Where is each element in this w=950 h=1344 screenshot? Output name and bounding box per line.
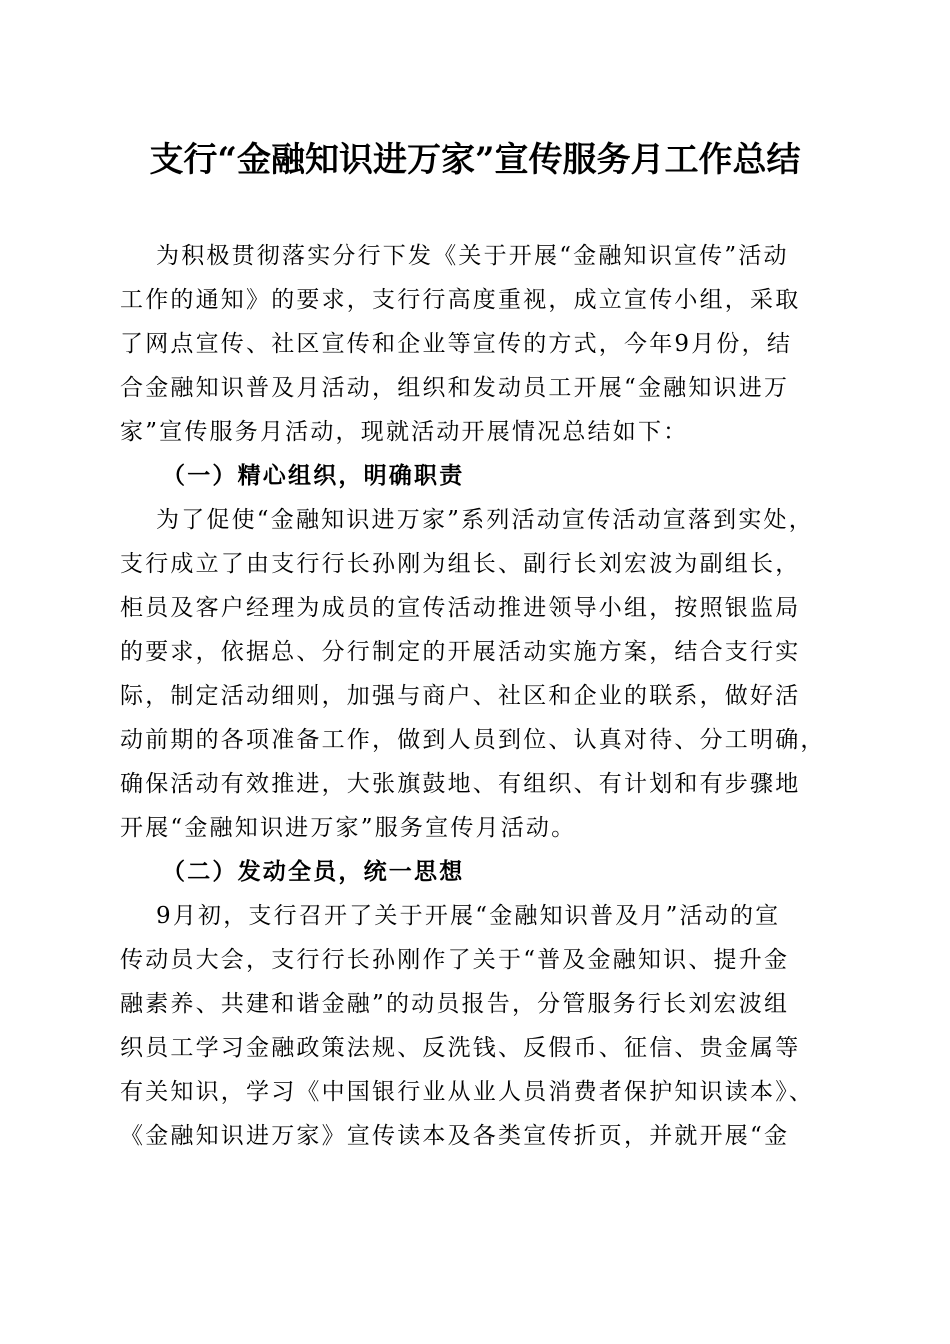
paragraph-line: 传动员大会，支行行长孙刚作了关于“普及金融知识、提升金 [120,947,790,973]
paragraph-line: 9月初，支行召开了关于开展“金融知识普及月”活动的宣 [156,903,781,929]
paragraph-line: 动前期的各项准备工作，做到人员到位、认真对待、分工明确， [120,727,826,753]
section-heading: （二）发动全员，统一思想 [162,858,465,885]
document-title: 支行“金融知识进万家”宣传服务月工作总结 [149,140,801,180]
paragraph-line: 为了促使“金融知识进万家”系列活动宣传活动宣落到实处， [156,507,814,533]
paragraph-line: 工作的通知》的要求，支行行高度重视，成立宣传小组，采取 [120,287,801,313]
paragraph-line: 家”宣传服务月活动，现就活动开展情况总结如下： [120,419,689,445]
section-heading: （一）精心组织，明确职责 [162,462,465,489]
paragraph-line: 确保活动有效推进，大张旗鼓地、有组织、有计划和有步骤地 [120,771,801,797]
paragraph-line: 有关知识，学习《中国银行业从业人员消费者保护知识读本》、 [120,1079,815,1105]
paragraph-line: 《金融知识进万家》宣传读本及各类宣传折页，并就开展“金 [120,1123,790,1149]
paragraph-line: 织员工学习金融政策法规、反洗钱、反假币、征信、贵金属等 [120,1035,801,1061]
paragraph-line: 合金融知识普及月活动，组织和发动员工开展“金融知识进万 [120,375,790,401]
paragraph-line: 了网点宣传、社区宣传和企业等宣传的方式，今年9月份，结 [120,331,793,357]
paragraph-line: 融素养、共建和谐金融”的动员报告，分管服务行长刘宏波组 [120,991,790,1017]
paragraph-line: 际，制定活动细则，加强与商户、社区和企业的联系，做好活 [120,683,801,709]
document-body [120,234,830,1158]
paragraph-line: 的要求，依据总、分行制定的开展活动实施方案，结合支行实 [120,639,801,665]
paragraph-line: 柜员及客户经理为成员的宣传活动推进领导小组，按照银监局 [120,595,801,621]
paragraph-line: 为积极贯彻落实分行下发《关于开展“金融知识宣传”活动 [156,243,789,269]
paragraph-line: 开展“金融知识进万家”服务宣传月活动。 [120,815,577,841]
paragraph-line: 支行成立了由支行行长孙刚为组长、副行长刘宏波为副组长， [120,551,801,577]
